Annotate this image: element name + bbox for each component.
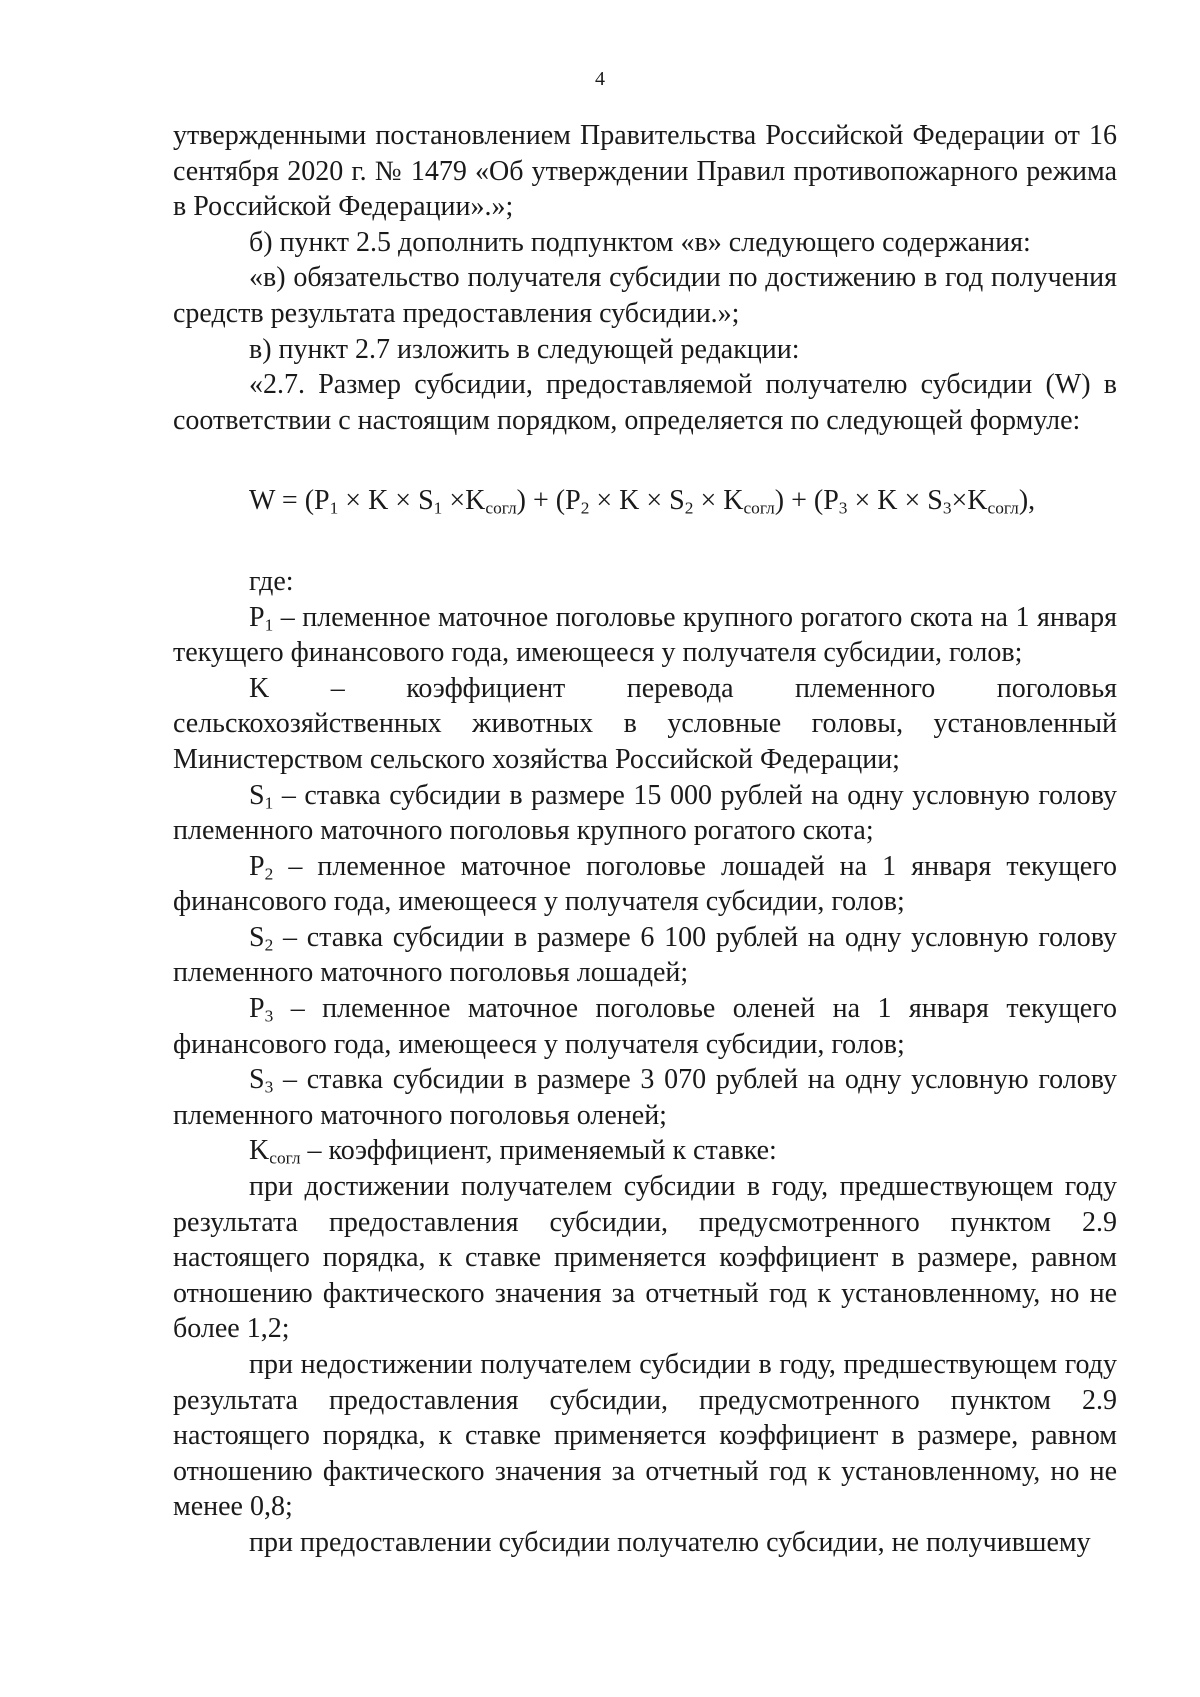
paragraph: б) пункт 2.5 дополнить подпунктом «в» следующего содержания: (249, 226, 1031, 258)
definition: $P_1$ – племенное маточное поголовье крупного рогатого скота на 1 января текущего финансового года, имеющееся у получателя субсидии, голов; (173, 601, 1117, 669)
subsidy-formula: $W = (P_1 \times K \times S_1 \times K_{согл}) + (P_2 \times K \times S_2 \times K_{согл}) + (P_3 \times K \times S_3\times K_{согл})$, (249, 485, 1036, 518)
definition: $K_{согл}$ – коэффициент, применяемый к ставке: (249, 1135, 777, 1168)
definition: $P_3$ – племенное маточное поголовье оленей на 1 января текущего финансового года, имеющееся у получателя субсидии, голов; (173, 993, 1117, 1060)
definition: K – коэффициент перевода племенного поголовья сельскохозяйственных животных в условные головы, установленный Министерством сельского хозяйства Российской Федерации; (173, 672, 1117, 775)
paragraph: «2.7. Размер субсидии, предоставляемой получателю субсидии (W) в соответствии с настоящим порядком, определяется по следующей формуле: (173, 369, 1117, 436)
condition-paragraph: при достижении получателем субсидии в году, предшествующем году результата предоставления субсидии, предусмотренного пунктом 2.9 настоящего порядка, к ставке применяется коэффициент в размере, равном отношению фактического значения за отчетный год к установленному, но не более 1,2; (173, 1171, 1117, 1345)
definition: $S_1$ – ставка субсидии в размере 15 000 рублей на одну условную голову племенного маточного поголовья крупного рогатого скота; (173, 779, 1117, 847)
document-body (173, 118, 1117, 1561)
condition-paragraph: при предоставлении субсидии получателю субсидии, не получившему (249, 1526, 1091, 1558)
page-number: 4 (595, 68, 605, 90)
paragraph: утвержденными постановлением Правительства Российской Федерации от 16 сентября 2020 г. № 1479 «Об утверждении Правил противопожарного режима в Российской Федерации».»; (173, 120, 1117, 223)
condition-paragraph: при недостижении получателем субсидии в году, предшествующем году результата предоставления субсидии, предусмотренного пунктом 2.9 настоящего порядка, к ставке применяется коэффициент в размере, равном отношению фактического значения за отчетный год к установленному, но не менее 0,8; (173, 1349, 1117, 1523)
where-label: где: (249, 565, 294, 597)
definition: $S_2$ – ставка субсидии в размере 6 100 рублей на одну условную голову племенного маточного поголовья лошадей; (173, 921, 1117, 989)
paragraph: в) пункт 2.7 изложить в следующей редакции: (249, 333, 800, 365)
definition: $S_3$ – ставка субсидии в размере 3 070 рублей на одну условную голову племенного маточного поголовья оленей; (173, 1064, 1117, 1131)
definition: $P_2$ – племенное маточное поголовье лошадей на 1 января текущего финансового года, имеющееся у получателя субсидии, голов; (173, 850, 1117, 918)
paragraph: «в) обязательство получателя субсидии по достижению в год получения средств результата предоставления субсидии.»; (173, 262, 1117, 329)
